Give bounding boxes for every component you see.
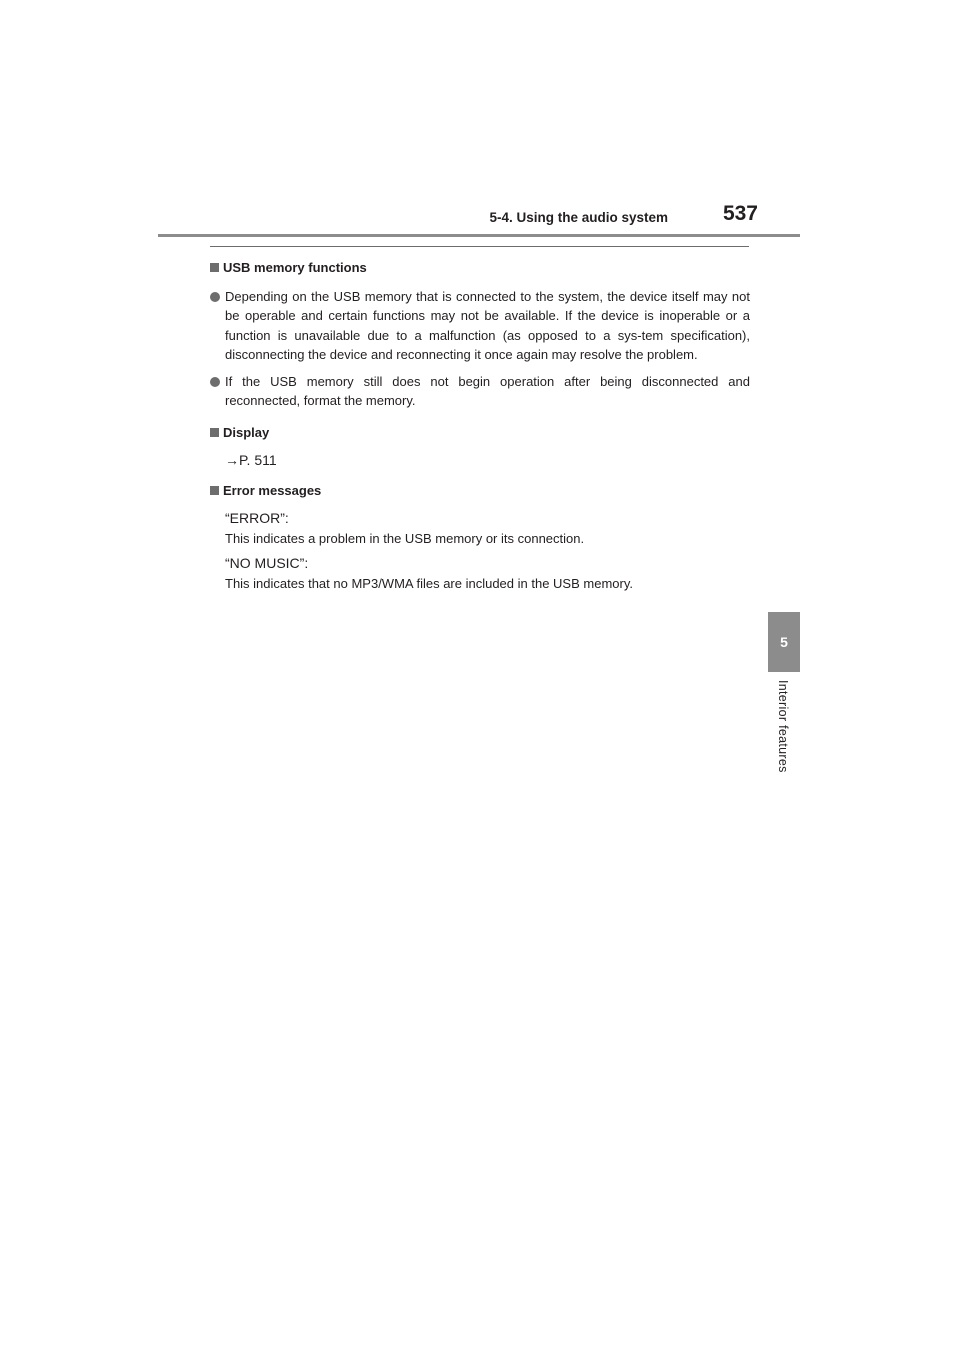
- list-item: [210, 287, 750, 365]
- circle-bullet-icon: [210, 292, 220, 302]
- page-header: [158, 200, 800, 237]
- square-bullet-icon: [210, 263, 219, 272]
- section-divider: [210, 246, 749, 247]
- usb-memory-heading: [210, 258, 750, 278]
- list-item: [210, 372, 750, 411]
- heading-text: USB memory functions: [223, 260, 367, 275]
- display-heading: [210, 423, 750, 443]
- circle-bullet-icon: [210, 377, 220, 387]
- error-messages-heading: [210, 481, 750, 501]
- error-code: “ERROR”:: [225, 510, 289, 526]
- error-message-item: [210, 509, 750, 548]
- heading-text: Display: [223, 424, 270, 440]
- page-reference: →P. 511: [225, 452, 277, 468]
- error-code: “NO MUSIC”:: [225, 555, 309, 571]
- error-message-item: [210, 554, 750, 593]
- chapter-number: 5: [780, 634, 788, 650]
- error-description: This indicates a problem in the USB memory or its connection.: [225, 530, 585, 546]
- heading-text: Error messages: [223, 482, 322, 498]
- chapter-tab: [768, 612, 800, 672]
- error-description: This indicates that no MP3/WMA files are included in the USB memory.: [225, 575, 633, 591]
- section-title: 5-4. Using the audio system: [489, 210, 668, 225]
- square-bullet-icon: [210, 486, 219, 495]
- chapter-label: Interior features: [776, 680, 790, 773]
- list-item-text: If the USB memory still does not begin operation after being disconnected and reconnected, format the memory.: [225, 373, 750, 408]
- square-bullet-icon: [210, 428, 219, 437]
- page-content: [210, 258, 750, 597]
- page-number: 537: [722, 202, 758, 225]
- list-item-text: Depending on the USB memory that is connected to the system, the device itself may not be operable and certain functions may not be available. If the device is inoperable or a function is unavailable due to a malfunction (as opposed to a sys-tem specification), disconnecting the device and reconnecting it once again may resolve the problem.: [225, 288, 750, 362]
